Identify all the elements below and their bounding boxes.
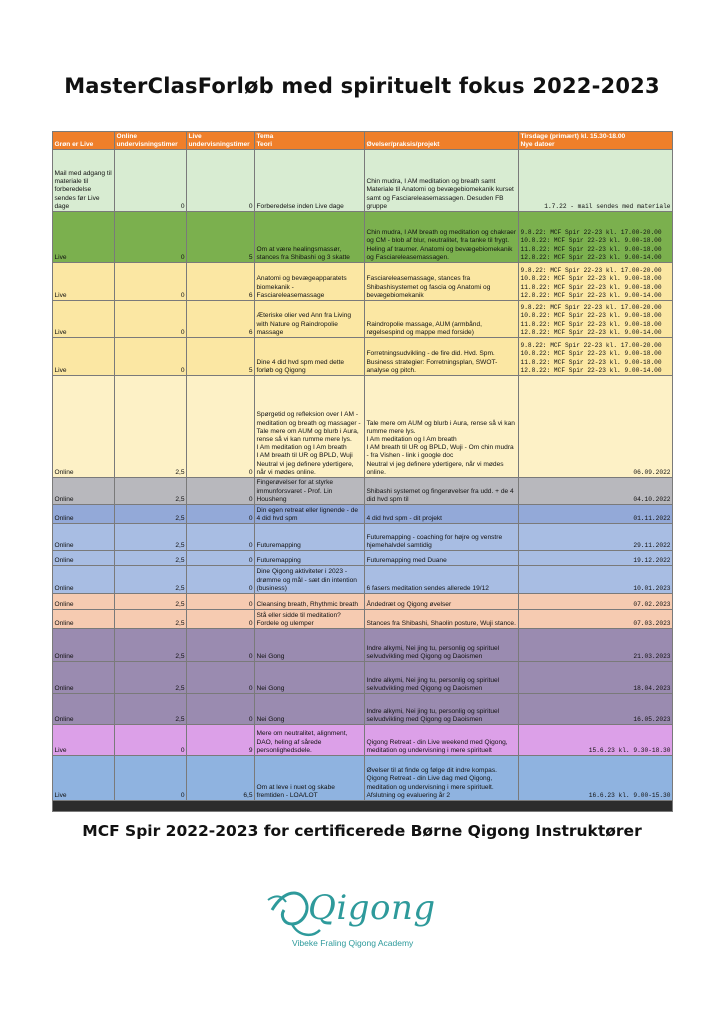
online-hours: 0 bbox=[115, 212, 187, 263]
table-row bbox=[53, 524, 673, 551]
row-type: Live bbox=[53, 725, 115, 756]
table-row bbox=[53, 756, 673, 801]
header-exercises: Øvelser/praksis/projekt bbox=[365, 132, 519, 150]
table-header-row bbox=[53, 132, 673, 150]
online-hours: 2,5 bbox=[115, 478, 187, 505]
date-cell: 07.02.2023 bbox=[519, 594, 673, 610]
online-hours: 2,5 bbox=[115, 610, 187, 629]
theme-cell: Nei Gong bbox=[255, 662, 365, 694]
schedule-table bbox=[52, 131, 673, 812]
exercise-cell: Forretningsudvikling - de fire did. Hvd. Spm. Business strategier: Forretningsplan, SWOT-analyse og pitch. bbox=[365, 338, 519, 376]
online-hours: 0 bbox=[115, 756, 187, 801]
table-row bbox=[53, 505, 673, 524]
online-hours: 2,5 bbox=[115, 662, 187, 694]
row-type: Online bbox=[53, 694, 115, 725]
online-hours: 2,5 bbox=[115, 629, 187, 662]
row-type: Live bbox=[53, 301, 115, 338]
live-hours: 5 bbox=[187, 338, 255, 376]
date-cell: 04.10.2022 bbox=[519, 478, 673, 505]
date-cell: 9.8.22: MCF Spir 22-23 kl. 17.00-20.00 10.8.22: MCF Spir 22-23 kl. 9.00-18.00 11.8.22: MCF Spir 22-23 kl. 9.00-18.00 12.8.22: MCF Spir 22-23 kl. 9.00-14.00 bbox=[519, 301, 673, 338]
logo-wordmark: Qigong bbox=[308, 888, 436, 928]
exercise-cell: Indre alkymi, Nei jing tu, personlig og spirituel selvudvikling med Qigong og Daoismen bbox=[365, 694, 519, 725]
live-hours: 0 bbox=[187, 551, 255, 566]
exercise-cell: Fasciareleasemassage, stances fra Shibashisystemet og fascia og Anatomi og bevægebiomekanik bbox=[365, 263, 519, 301]
live-hours: 0 bbox=[187, 694, 255, 725]
table-row bbox=[53, 263, 673, 301]
exercise-cell: 4 did hvd spm - dit projekt bbox=[365, 505, 519, 524]
exercise-cell: Futuremapping med Duane bbox=[365, 551, 519, 566]
header-theme: Tema Teori bbox=[255, 132, 365, 150]
date-cell: 9.8.22: MCF Spir 22-23 kl. 17.00-20.00 10.8.22: MCF Spir 22-23 kl. 9.00-18.00 11.8.22: MCF Spir 22-23 kl. 9.00-18.00 12.8.22: MCF Spir 22-23 kl. 9.00-14.00 bbox=[519, 263, 673, 301]
row-type: Online bbox=[53, 376, 115, 478]
document-title: MasterClasForløb med spirituelt fokus 2022-2023 bbox=[64, 74, 660, 98]
online-hours: 2,5 bbox=[115, 376, 187, 478]
online-hours: 2,5 bbox=[115, 551, 187, 566]
online-hours: 2,5 bbox=[115, 594, 187, 610]
theme-cell: Fingerøvelser for at styrke immunforsvaret - Prof. Lin Housheng bbox=[255, 478, 365, 505]
table-row bbox=[53, 212, 673, 263]
theme-cell: Forberedelse inden Live dage bbox=[255, 150, 365, 212]
theme-cell: Mere om neutralitet, alignment, DAO, heling af sårede personlighedsdele. bbox=[255, 725, 365, 756]
date-cell: 15.6.23 kl. 9.30-18.30 bbox=[519, 725, 673, 756]
table-row bbox=[53, 150, 673, 212]
date-cell: 01.11.2022 bbox=[519, 505, 673, 524]
row-type: Live bbox=[53, 263, 115, 301]
header-type: Grøn er Live bbox=[53, 132, 115, 150]
table-row bbox=[53, 301, 673, 338]
exercise-cell: Chin mudra, I AM breath og meditation og chakraer og CM - blob af blur, neutralitet, fra tanke til frygt. Heling af traumer. Anatomi og bevægebiomekanik og Fasciareleasemassagen. bbox=[365, 212, 519, 263]
theme-cell: Stå eller sidde til meditation? Fordele og ulemper bbox=[255, 610, 365, 629]
theme-cell: Nei Gong bbox=[255, 694, 365, 725]
table-row bbox=[53, 376, 673, 478]
live-hours: 0 bbox=[187, 629, 255, 662]
live-hours: 0 bbox=[187, 662, 255, 694]
table-footer-bar bbox=[53, 801, 673, 812]
live-hours: 0 bbox=[187, 566, 255, 594]
live-hours: 6 bbox=[187, 301, 255, 338]
document-subtitle: MCF Spir 2022-2023 for certificerede Børne Qigong Instruktører bbox=[82, 822, 642, 840]
table-row bbox=[53, 610, 673, 629]
theme-cell: Spørgetid og refleksion over I AM - meditation og breath og massager - Tale mere om AUM og blurb i Aura, rense så vi kan rumme mere lys. I Am meditation og I Am breath I AM breath til UR og BPLD, Wuji Neutral vi jeg definere ydertigere, når vi mødes online. bbox=[255, 376, 365, 478]
theme-cell: Æteriske olier ved Ann fra Living with Nature og Raindropolie massage bbox=[255, 301, 365, 338]
date-cell: 19.12.2022 bbox=[519, 551, 673, 566]
theme-cell: Dine Qigong aktiviteter i 2023 - drømme og mål - sæt din intention (business) bbox=[255, 566, 365, 594]
exercise-cell: Åndedræt og Qigong øvelser bbox=[365, 594, 519, 610]
row-type: Live bbox=[53, 212, 115, 263]
row-type: Live bbox=[53, 756, 115, 801]
row-type: Online bbox=[53, 524, 115, 551]
theme-cell: Om at være healingsmassør, stances fra Shibashi og 3 skatte bbox=[255, 212, 365, 263]
exercise-cell: 6 fasers meditation sendes allerede 19/12 bbox=[365, 566, 519, 594]
exercise-cell: Raindropolie massage, AUM (armbånd, røgelsespind og mappe med forside) bbox=[365, 301, 519, 338]
date-cell: 10.01.2023 bbox=[519, 566, 673, 594]
date-cell: 9.8.22: MCF Spir 22-23 kl. 17.00-20.00 10.8.22: MCF Spir 22-23 kl. 9.00-18.00 11.8.22: MCF Spir 22-23 kl. 9.00-18.00 12.8.22: MCF Spir 22-23 kl. 9.00-14.00 bbox=[519, 212, 673, 263]
online-hours: 0 bbox=[115, 725, 187, 756]
schedule-table-body bbox=[53, 132, 673, 812]
theme-cell: Futuremapping bbox=[255, 551, 365, 566]
row-type: Online bbox=[53, 629, 115, 662]
online-hours: 0 bbox=[115, 338, 187, 376]
exercise-cell: Chin mudra, I AM meditation og breath samt Materiale til Anatomi og bevægebiomekanik kurset samt og Fasciareleasemassagen. Desuden FB gruppe bbox=[365, 150, 519, 212]
exercise-cell: Øvelser til at finde og følge dit indre kompas. Qigong Retreat - din Live dag med Qigong, meditation og undervisning i mere spirituelt. Afslutning og evaluering år 2 bbox=[365, 756, 519, 801]
live-hours: 0 bbox=[187, 594, 255, 610]
live-hours: 6 bbox=[187, 263, 255, 301]
theme-cell: Anatomi og bevægeapparatets biomekanik - Fasciareleasemassage bbox=[255, 263, 365, 301]
date-cell: 06.09.2022 bbox=[519, 376, 673, 478]
online-hours: 2,5 bbox=[115, 566, 187, 594]
date-cell: 16.6.23 kl. 9.00-15.30 bbox=[519, 756, 673, 801]
live-hours: 0 bbox=[187, 524, 255, 551]
online-hours: 2,5 bbox=[115, 524, 187, 551]
row-type: Online bbox=[53, 610, 115, 629]
online-hours: 0 bbox=[115, 301, 187, 338]
live-hours: 0 bbox=[187, 505, 255, 524]
table-row bbox=[53, 478, 673, 505]
date-cell: 18.04.2023 bbox=[519, 662, 673, 694]
table-row bbox=[53, 694, 673, 725]
exercise-cell: Qigong Retreat - din Live weekend med Qigong, meditation og undervisning i mere spirituelt bbox=[365, 725, 519, 756]
table-row bbox=[53, 566, 673, 594]
header-live-hours: Live undervisningstimer bbox=[187, 132, 255, 150]
row-type: Online bbox=[53, 505, 115, 524]
date-cell: 16.05.2023 bbox=[519, 694, 673, 725]
online-hours: 2,5 bbox=[115, 694, 187, 725]
online-hours: 0 bbox=[115, 150, 187, 212]
header-online-hours: Online undervisningstimer bbox=[115, 132, 187, 150]
online-hours: 0 bbox=[115, 263, 187, 301]
live-hours: 0 bbox=[187, 478, 255, 505]
live-hours: 0 bbox=[187, 376, 255, 478]
row-type: Live bbox=[53, 338, 115, 376]
row-type: Mail med adgang til materiale til forberedelse sendes før Live dage bbox=[53, 150, 115, 212]
row-type: Online bbox=[53, 478, 115, 505]
table-row bbox=[53, 594, 673, 610]
exercise-cell: Indre alkymi, Nei jing tu, personlig og spirituel selvudvikling med Qigong og Daoismen bbox=[365, 662, 519, 694]
header-dates: Tirsdage (primært) kl. 15.30-18.00 Nye datoer bbox=[519, 132, 673, 150]
row-type: Online bbox=[53, 662, 115, 694]
table-row bbox=[53, 551, 673, 566]
date-cell: 29.11.2022 bbox=[519, 524, 673, 551]
footer-bar-cell bbox=[53, 801, 673, 812]
exercise-cell: Tale mere om AUM og blurb i Aura, rense så vi kan rumme mere lys. I Am meditation og I Am breath I AM breath til UR og BPLD, Wuji - Om chin mudra - fra Vishen - link i google doc Neutral vi jeg definere ydertigere, når vi mødes online. bbox=[365, 376, 519, 478]
date-cell: 07.03.2023 bbox=[519, 610, 673, 629]
row-type: Online bbox=[53, 551, 115, 566]
logo-subtitle: Vibeke Fraling Qigong Academy bbox=[292, 938, 414, 948]
table-row bbox=[53, 338, 673, 376]
live-hours: 9 bbox=[187, 725, 255, 756]
live-hours: 0 bbox=[187, 610, 255, 629]
row-type: Online bbox=[53, 594, 115, 610]
theme-cell: Om at leve i nuet og skabe fremtiden - LOA/LOT bbox=[255, 756, 365, 801]
row-type: Online bbox=[53, 566, 115, 594]
date-cell: 9.8.22: MCF Spir 22-23 kl. 17.00-20.00 10.8.22: MCF Spir 22-23 kl. 9.00-18.00 11.8.22: MCF Spir 22-23 kl. 9.00-18.00 12.8.22: MCF Spir 22-23 kl. 9.00-14.00 bbox=[519, 338, 673, 376]
online-hours: 2,5 bbox=[115, 505, 187, 524]
exercise-cell: Stances fra Shibashi, Shaolin posture, Wuji stance. bbox=[365, 610, 519, 629]
date-cell: 1.7.22 - mail sendes med materiale bbox=[519, 150, 673, 212]
exercise-cell: Shibashi systemet og fingerøvelser fra udd. + de 4 did hvd spm til bbox=[365, 478, 519, 505]
date-cell: 21.03.2023 bbox=[519, 629, 673, 662]
theme-cell: Nei Gong bbox=[255, 629, 365, 662]
table-row bbox=[53, 662, 673, 694]
theme-cell: Dine 4 did hvd spm med dette forløb og Qigong bbox=[255, 338, 365, 376]
theme-cell: Din egen retreat eller lignende - de 4 did hvd spm bbox=[255, 505, 365, 524]
table-row bbox=[53, 725, 673, 756]
theme-cell: Futuremapping bbox=[255, 524, 365, 551]
exercise-cell: Indre alkymi, Nei jing tu, personlig og spirituel selvudvikling med Qigong og Daoismen bbox=[365, 629, 519, 662]
exercise-cell: Futuremapping - coaching for højre og venstre hjemehalvdel samtidig bbox=[365, 524, 519, 551]
table-row bbox=[53, 629, 673, 662]
live-hours: 0 bbox=[187, 150, 255, 212]
theme-cell: Cleansing breath, Rhythmic breath bbox=[255, 594, 365, 610]
live-hours: 5 bbox=[187, 212, 255, 263]
live-hours: 6,5 bbox=[187, 756, 255, 801]
